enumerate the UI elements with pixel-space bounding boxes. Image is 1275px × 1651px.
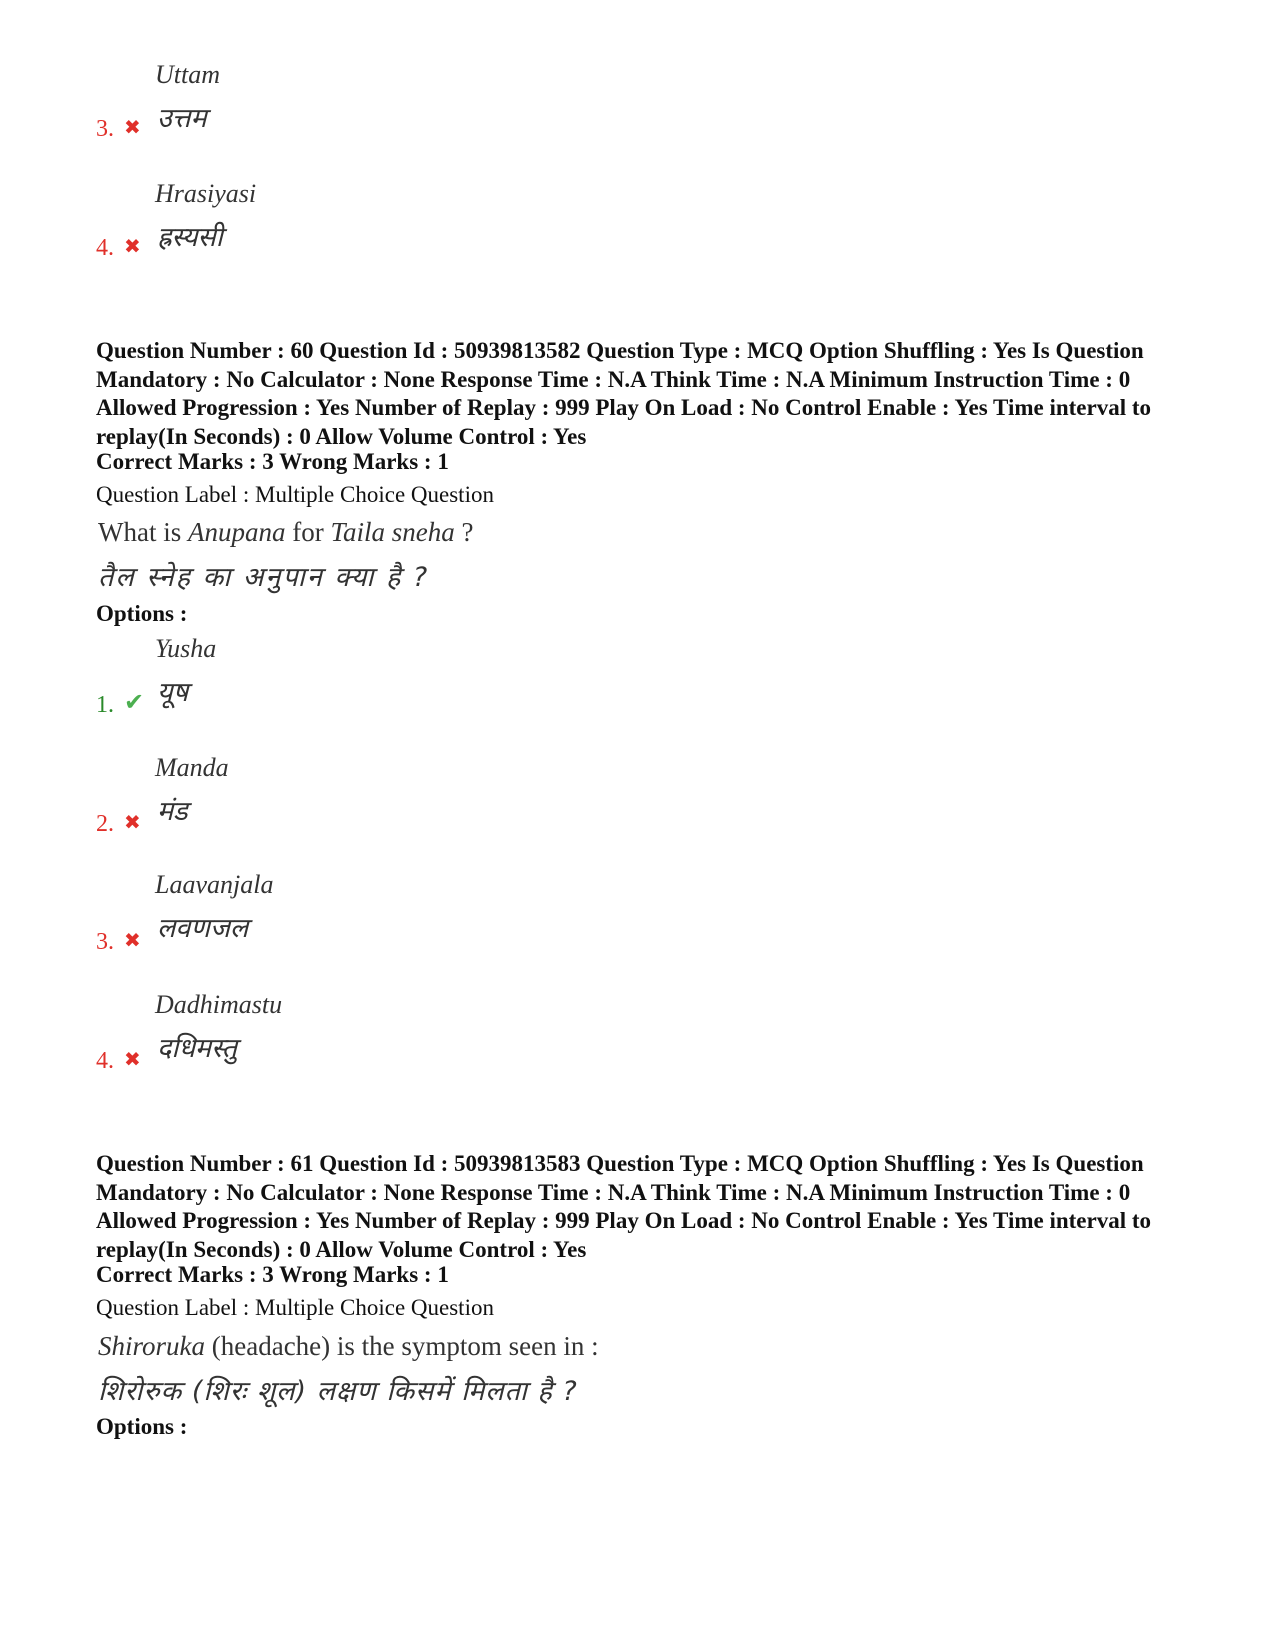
option-hindi: मंड	[157, 796, 188, 827]
cross-icon: ✖	[124, 1047, 141, 1071]
option-english: Yusha	[155, 634, 217, 663]
question-60-label: Question Label : Multiple Choice Question	[96, 482, 494, 507]
question-60-hindi: तैल स्नेह का अनुपान क्या है ?	[98, 562, 430, 593]
question-term: Anupana	[187, 517, 286, 547]
question-60-options-title: Options :	[96, 601, 188, 626]
cross-icon: ✖	[124, 115, 141, 139]
question-text-part: What is	[98, 517, 188, 547]
question-term: Taila sneha	[330, 517, 455, 547]
question-60-marks: Correct Marks : 3 Wrong Marks : 1	[96, 449, 449, 474]
option-hindi: दधिमस्तु	[157, 1033, 237, 1064]
question-61-text	[98, 1331, 599, 1362]
option-hindi: लवणजल	[157, 913, 249, 944]
option-english: Uttam	[155, 60, 220, 89]
option-4-prev	[0, 179, 900, 269]
option-english: Manda	[155, 753, 229, 782]
option-english: Dadhimastu	[155, 990, 283, 1019]
question-text-part: for	[285, 517, 331, 547]
option-number: 3.	[96, 929, 114, 955]
question-61-hindi: शिरोरुक (शिरः शूल) लक्षण किसमें मिलता है ?	[98, 1376, 578, 1407]
cross-icon: ✖	[124, 928, 141, 952]
checkmark-icon: ✔	[124, 688, 145, 716]
option-4	[0, 990, 900, 1080]
option-english: Laavanjala	[155, 870, 274, 899]
question-61-options-title: Options :	[96, 1414, 188, 1439]
question-61-marks: Correct Marks : 3 Wrong Marks : 1	[96, 1262, 449, 1287]
option-hindi: यूष	[157, 677, 189, 708]
option-english: Hrasiyasi	[155, 179, 257, 208]
question-60-metadata: Question Number : 60 Question Id : 50939813582 Question Type : MCQ Option Shuffling : Yes Is Question Mandatory : No Calculator : None Response Time : N.A Think Time : N.A Minimum Instruction Time : 0 Allowed Progression : Yes Number of Replay : 999 Play On Load : No Control Enable : Yes Time interval to replay(In Seconds) : 0 Allow Volume Control : Yes	[96, 338, 1152, 449]
option-3-prev	[0, 60, 900, 150]
question-text-part: (headache) is the symptom seen in :	[205, 1331, 599, 1361]
option-1	[0, 634, 900, 724]
option-hindi: ह्रस्यसी	[157, 222, 223, 253]
option-3	[0, 870, 900, 960]
option-number: 4.	[96, 1048, 114, 1074]
option-number: 2.	[96, 811, 114, 837]
option-2	[0, 753, 900, 843]
question-61-metadata: Question Number : 61 Question Id : 50939813583 Question Type : MCQ Option Shuffling : Yes Is Question Mandatory : No Calculator : None Response Time : N.A Think Time : N.A Minimum Instruction Time : 0 Allowed Progression : Yes Number of Replay : 999 Play On Load : No Control Enable : Yes Time interval to replay(In Seconds) : 0 Allow Volume Control : Yes	[96, 1151, 1152, 1262]
option-number: 4.	[96, 235, 114, 261]
option-hindi: उत्तम	[157, 103, 207, 134]
option-number: 1.	[96, 692, 114, 718]
cross-icon: ✖	[124, 234, 141, 258]
option-number: 3.	[96, 116, 114, 142]
question-60-text	[98, 517, 474, 548]
cross-icon: ✖	[124, 810, 141, 834]
question-term: Shiroruka	[98, 1331, 205, 1361]
question-text-part: ?	[454, 517, 474, 547]
question-61-label: Question Label : Multiple Choice Question	[96, 1295, 494, 1320]
